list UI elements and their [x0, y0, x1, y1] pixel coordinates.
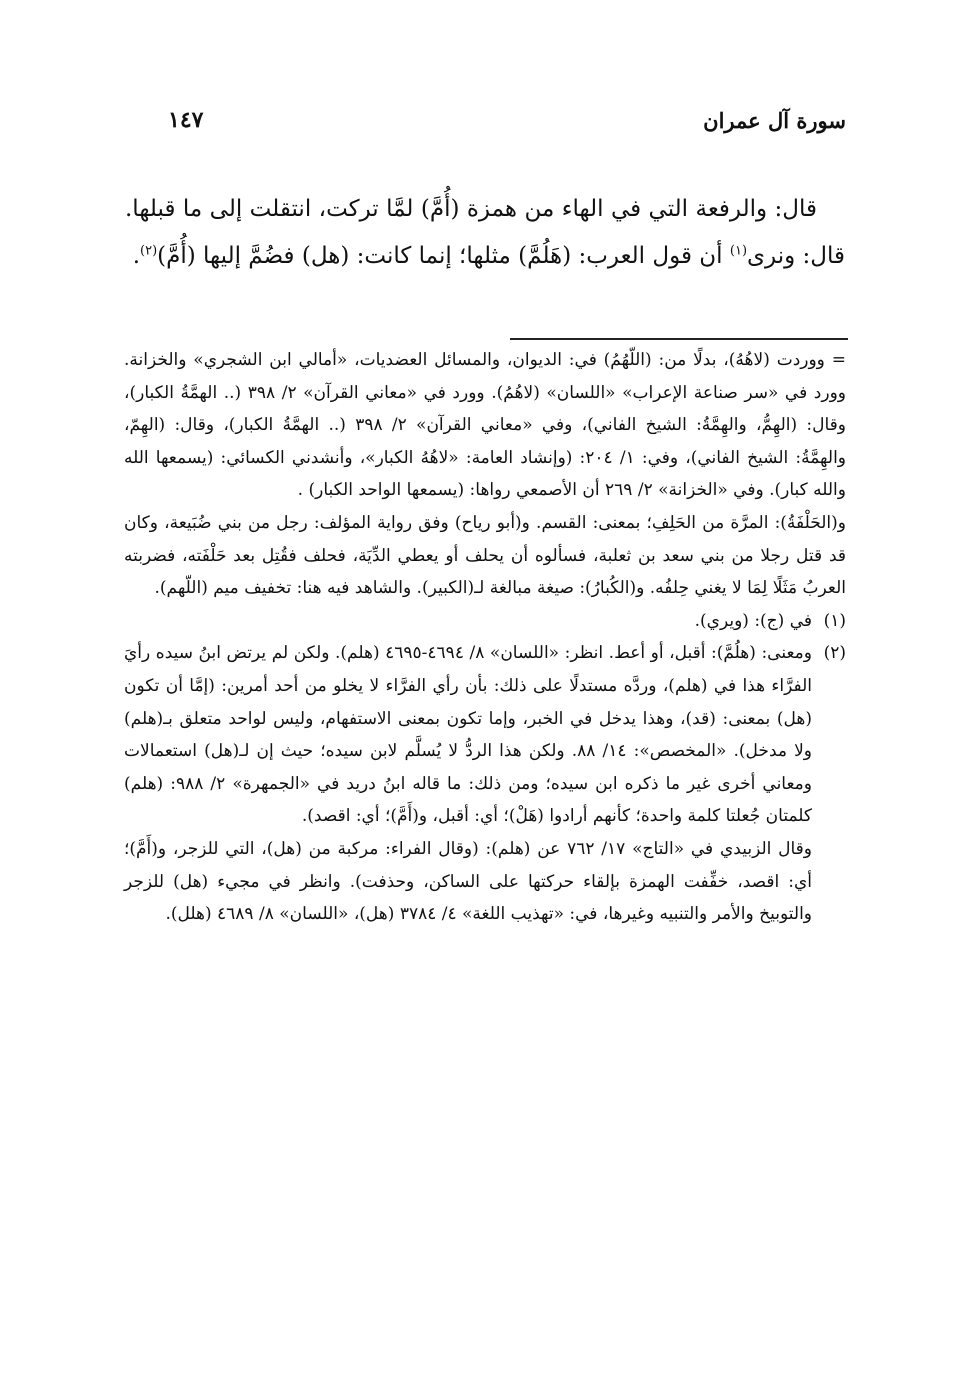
footnote-2-number: (٢) [823, 643, 846, 664]
footnote-continuation-1: = ووردت (لاهُهُ)، بدلًا من: (اللّهُمُ) في: الديوان، والمسائل العضديات، «أمالي ابن الشجري» والخزانة. وورد في «سر صناعة الإعراب» «اللسان» (لاهُمُ). وورد في «معاني القرآن» ٢/ ٣٩٨ (.. الهمَّةُ الكبار)، وقال: (الهِمُّ، والهِمَّةُ: الشيخ الفاني)، وفي «معاني القرآن» ٢/ ٣٩٨ (.. الهمَّةُ الكبار)، وقال: (الهِمّ، والهِمَّةُ: الشيخ الفاني)، وفي: ١/ ٢٠٤: (وإنشاد العامة: «لاهُهُ الكبار»، وأنشدني الكسائي: (يسمعها الله والله كبار). وفي «الخزانة» ٢/ ٢٦٩ أن الأصمعي رواها: (يسمعها الواحد الكبار) . [124, 350, 847, 501]
surah-title: سورة آل عمران [703, 107, 846, 133]
main-text-part-2: أن قول العرب: (هَلُمَّ) مثلها؛ إنما كانت: (هل) فضُمَّ إليها (أُمَّ) [157, 243, 730, 269]
main-text-end: . [132, 243, 140, 269]
footnote-ref-2: (٢) [140, 243, 158, 259]
footnote-continuation-2: و(الحَلْفَةُ): المرَّة من الحَلِفِ؛ بمعنى: القسم. و(أبو رياح) وفق رواية المؤلف: رجل من بني ضُبَيعة، وكان قد قتل رجلا من بني سعد بن ثعلبة، فسألوه أن يحلف أو يعطي الدِّيَة، فحلف فقُتِل بعد حَلْفَته، فضربته العربُ مَثَلًا لِمَا لا يغني حِلفُه. و(الكُبارُ): صيغة مبالغة لـ(الكبير). والشاهد فيه هنا: تخفيف ميم (اللّهم). [124, 512, 846, 599]
footnote-ref-1: (١) [729, 243, 748, 259]
main-text [125, 186, 845, 280]
footnote-2-body [124, 637, 812, 930]
footnote-1-text: في (ج): (ويري). [694, 610, 812, 631]
main-paragraph [125, 186, 845, 280]
footnotes [124, 344, 846, 931]
page-header [168, 100, 846, 140]
footnote-2 [124, 637, 846, 930]
footnote-2-paragraph-1: ومعنى: (هلُمَّ): أقبل، أو أعط. انظر: «اللسان» ٨/ ٤٦٩٤-٤٦٩٥ (هلم). ولكن لم يرتض ابنُ سيده رأيَ الفرَّاء هذا في (هلم)، وردَّه مستدلًا على ذلك: بأن رأي الفرَّاء لا يخلو من أحد أمرين: (إمَّا أن تكون (هل) بمعنى: (قد)، وهذا يدخل في الخبر، وإما تكون بمعنى الاستفهام، وليس لواحد متعلق بـ(هلم) ولا مدخل). «المخصص»: ١٤/ ٨٨. ولكن هذا الردُّ لا يُسلَّم لابن سيده؛ حيث إن لـ(هل) استعمالات ومعاني أخرى غير ما ذكره ابن سيده؛ ومن ذلك: ما قاله ابنُ دريد في «الجمهرة» ٢/ ٩٨٨: (هلم) كلمتان جُعلتا كلمة واحدة؛ كأنهم أرادوا (هَلْ)؛ أي: أقبل، و(أَمَّ)؛ أي: اقصد). [124, 643, 813, 827]
footnote-2-paragraph-2: وقال الزبيدي في «التاج» ١٧/ ٧٦٢ عن (هلم): (وقال الفراء: مركبة من (هل)، التي للزجر، و(أَمَّ)؛ أي: اقصد، خفِّفت الهمزة بإلقاء حركتها على الساكن، وحذفت). وانظر في مجيء (هل) للزجر والتوبيخ والأمر والتنبيه وغيرها، في: «تهذيب اللغة» ٤/ ٣٧٨٤ (هل)، «اللسان» ٨/ ٤٦٨٩ (هلل). [124, 838, 813, 925]
page-number: ١٤٧ [168, 107, 204, 133]
footnote-1 [124, 605, 846, 638]
footnote-separator [510, 338, 848, 340]
footnote-1-number: (١) [823, 610, 846, 631]
main-text-part-1: قال: والرفعة التي في الهاء من همزة (أُمَّ) لمَّا تركت، انتقلت إلى ما قبلها. قال: ونرى [125, 196, 845, 269]
